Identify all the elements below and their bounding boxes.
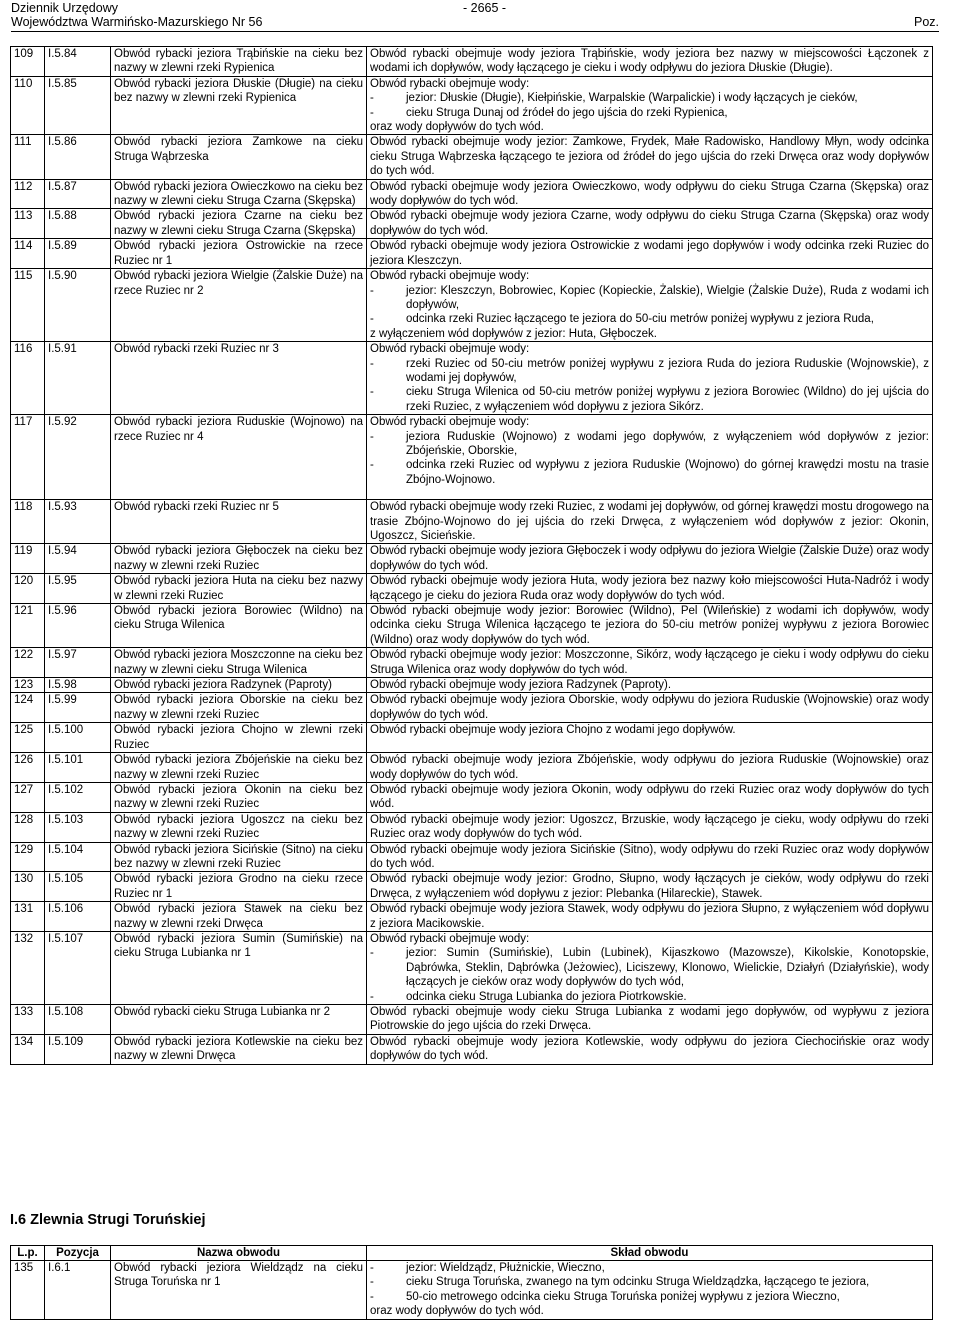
row-number: 120 [11, 574, 45, 604]
district-name: Obwód rybacki jeziora Borowiec (Wildno) na cieku Struga Wilenica [111, 604, 367, 648]
districts-table [10, 46, 933, 1065]
list-dash: - [370, 106, 374, 119]
district-name: Obwód rybacki jeziora Wieldządz na cieku Struga Toruńska nr 1 [111, 1261, 367, 1320]
table-row [11, 931, 933, 1004]
row-number: 119 [11, 544, 45, 574]
table-row [11, 135, 933, 179]
district-name: Obwód rybacki rzeki Ruziec nr 3 [111, 342, 367, 415]
composition-item [370, 946, 929, 989]
district-name: Obwód rybacki jeziora Głęboczek na cieku bez nazwy w zlewni rzeki Ruziec [111, 544, 367, 574]
list-dash: - [370, 284, 374, 297]
composition-item-text: cieku Struga Dunaj od źródeł do jego ujścia do rzeki Rypienica, [406, 106, 728, 119]
district-composition: Obwód rybacki obejmuje wody jeziora Zbójeńskie, wody odpływu do jeziora Ruduskie (Wojnowskie) oraz wody dopływów do tych wód. [367, 753, 933, 783]
list-dash: - [370, 1290, 374, 1303]
composition-item-text: cieku Struga Wilenica od 50-ciu metrów poniżej wypływu z jeziora Borowiec (Wildno) do jej ujścia do rzeki Ruziec, z wyłączeniem wód dopływu z jeziora Sikórz. [406, 386, 929, 413]
composition-item [370, 1275, 929, 1289]
row-number: 131 [11, 902, 45, 932]
composition-item-text: jezior: Dłuskie (Długie), Kiełpińskie, Warpalskie (Warpalickie) i wody łączących je cieków, [406, 92, 858, 105]
row-position: I.5.94 [45, 544, 111, 574]
row-position: I.5.88 [45, 209, 111, 239]
district-name: Obwód rybacki jeziora Sumin (Sumińskie) na cieku Struga Lubianka nr 1 [111, 931, 367, 1004]
row-position: I.5.104 [45, 842, 111, 872]
table-row [11, 1034, 933, 1064]
page-number: - 2665 - [463, 1, 507, 15]
header-rule [11, 31, 939, 32]
composition-item-text: jezior: Kleszczyn, Bobrowiec, Kopiec (Kopieckie, Żalskie), Wielgie (Żalskie Duże), Ruda z wodami ich dopływów, [406, 284, 929, 311]
table-row [11, 574, 933, 604]
row-number: 133 [11, 1005, 45, 1035]
composition-item-text: odcinka cieku Struga Lubianka do jeziora Piotrkowskie. [406, 990, 687, 1003]
row-number: 125 [11, 723, 45, 753]
district-name: Obwód rybacki jeziora Zamkowe na cieku Struga Wąbrzeska [111, 135, 367, 179]
district-name: Obwód rybacki jeziora Okonin na cieku bez nazwy w zlewni rzeki Ruziec [111, 782, 367, 812]
row-position: I.5.84 [45, 47, 111, 77]
row-number: 124 [11, 693, 45, 723]
district-composition [367, 1261, 933, 1320]
composition-item [370, 91, 929, 105]
composition-outro: oraz wody dopływów do tych wód. [370, 121, 544, 134]
district-composition: Obwód rybacki obejmuje wody jezior: Ugoszcz, Brzuskie, wody łączącego je cieku, wody odpływu do rzeki Ruziec oraz wody dopływów do tych wód. [367, 812, 933, 842]
district-composition: Obwód rybacki obejmuje wody jeziora Okonin, wody odpływu do rzeki Ruziec oraz wody dopływów do tych wód. [367, 782, 933, 812]
row-number: 129 [11, 842, 45, 872]
composition-intro: Obwód rybacki obejmuje wody: [370, 270, 530, 283]
table-row [11, 812, 933, 842]
table-row [11, 1261, 933, 1320]
table-row [11, 604, 933, 648]
district-composition: Obwód rybacki obejmuje wody jeziora Stawek, wody odpływu do jeziora Słupno, z wyłączeniem wód dopływu z jeziora Macikowskie. [367, 902, 933, 932]
row-number: 128 [11, 812, 45, 842]
composition-item [370, 385, 929, 414]
composition-item [370, 1290, 929, 1304]
district-composition [367, 269, 933, 342]
district-composition: Obwód rybacki obejmuje wody jeziora Głęboczek i wody odpływu do jeziora Wielgie (Żalskie Duże) oraz wody dopływów do tych wód. [367, 544, 933, 574]
table-row [11, 342, 933, 415]
district-name: Obwód rybacki jeziora Sicińskie (Sitno) na cieku bez nazwy w zlewni rzeki Ruziec [111, 842, 367, 872]
table-row [11, 842, 933, 872]
list-dash: - [370, 430, 374, 443]
row-position: I.5.86 [45, 135, 111, 179]
district-composition: Obwód rybacki obejmuje wody cieku Struga Lubianka z wodami jego dopływów, od wypływu z jeziora Piotrowskie do jego ujścia do rzeki Drwęca. [367, 1005, 933, 1035]
district-composition: Obwód rybacki obejmuje wody jezior: Borowiec (Wildno), Pel (Wileńskie) z wodami ich dopływów, wody odcinka cieku Struga Wilenica łączącego te jeziora do 50-ciu metrów poniżej wypływu z jeziora Borowiec (Wildno) oraz wody dopływów do tych wód. [367, 604, 933, 648]
list-dash: - [370, 1276, 374, 1289]
row-position: I.5.105 [45, 872, 111, 902]
column-header-row [11, 1246, 933, 1261]
district-name: Obwód rybacki jeziora Ruduskie (Wojnowo) na rzece Ruziec nr 4 [111, 415, 367, 500]
row-number: 132 [11, 931, 45, 1004]
row-position: I.5.96 [45, 604, 111, 648]
district-composition [367, 931, 933, 1004]
table-row [11, 544, 933, 574]
journal-title: Dziennik Urzędowy [11, 1, 118, 15]
row-position: I.5.107 [45, 931, 111, 1004]
row-position: I.5.102 [45, 782, 111, 812]
district-composition: Obwód rybacki obejmuje wody jeziora Sicińskie (Sitno), wody odpływu do rzeki Ruziec oraz wody dopływów do tych wód. [367, 842, 933, 872]
district-composition: Obwód rybacki obejmuje wody jeziora Owieczkowo, wody odpływu do cieku Struga Czarna (Skępska) oraz wody dopływów do tych wód. [367, 179, 933, 209]
table-row [11, 1005, 933, 1035]
district-name: Obwód rybacki jeziora Ugoszcz na cieku bez nazwy w zlewni rzeki Ruziec [111, 812, 367, 842]
district-composition: Obwód rybacki obejmuje wody jezior: Grodno, Słupno, wody łączących je cieków, wody odpływu do rzeki Drwęca, z wyłączeniem wód dopływu z jezior: Plebanka (Hilareckie), Stawek. [367, 872, 933, 902]
row-position: I.5.100 [45, 723, 111, 753]
composition-item-text: odcinka rzeki Ruziec łączącego te jeziora do 50-ciu metrów poniżej wypływu z jeziora Ruda, [406, 313, 874, 326]
composition-item [370, 284, 929, 313]
row-position: I.5.92 [45, 415, 111, 500]
section-heading: I.6 Zlewnia Strugi Toruńskiej [10, 1212, 206, 1228]
row-number: 135 [11, 1261, 45, 1320]
district-composition: Obwód rybacki obejmuje wody rzeki Ruziec, z wodami jej dopływów, od górnej krawędzi mostu drogowego na trasie Zbójno-Wojnowo do jej ujścia do rzeki Drwęca, z wyłączeniem wód dopływów z jezior: Okonin, Ugoszcz, Sicieńskie. [367, 500, 933, 544]
composition-item [370, 357, 929, 386]
row-position: I.5.109 [45, 1034, 111, 1064]
district-composition: Obwód rybacki obejmuje wody jeziora Chojno z wodami jego dopływów. [367, 723, 933, 753]
row-position: I.5.89 [45, 239, 111, 269]
row-position: I.5.103 [45, 812, 111, 842]
list-dash: - [370, 1262, 374, 1274]
table-row [11, 678, 933, 693]
table-row [11, 782, 933, 812]
district-name: Obwód rybacki jeziora Zbójeńskie na cieku bez nazwy w zlewni rzeki Ruziec [111, 753, 367, 783]
col-header-composition: Skład obwodu [367, 1246, 933, 1261]
composition-intro: Obwód rybacki obejmuje wody: [370, 343, 530, 356]
table-row [11, 47, 933, 77]
composition-item-text: jezior: Wieldządz, Płużnickie, Wieczno, [406, 1262, 605, 1274]
col-header-lp: L.p. [11, 1246, 45, 1261]
table-row [11, 239, 933, 269]
district-name: Obwód rybacki jeziora Chojno w zlewni rzeki Ruziec [111, 723, 367, 753]
list-dash: - [370, 92, 374, 105]
composition-outro: oraz wody dopływów do tych wód. [370, 1305, 544, 1318]
table-row [11, 723, 933, 753]
composition-intro: Obwód rybacki obejmuje wody: [370, 77, 530, 90]
page-header [11, 0, 939, 32]
composition-item-text: 50-cio metrowego odcinka cieku Struga Toruńska poniżej wypływu z jeziora Wieczno, [406, 1290, 840, 1303]
row-number: 121 [11, 604, 45, 648]
row-number: 130 [11, 872, 45, 902]
district-composition [367, 342, 933, 415]
district-name: Obwód rybacki jeziora Owieczkowo na cieku bez nazwy w zlewni cieku Struga Czarna (Skępska) [111, 179, 367, 209]
district-composition: Obwód rybacki obejmuje wody jeziora Huta, wody jeziora bez nazwy koło miejscowości Huta-Nadróż i wody łączącego je cieku do jeziora Ruda oraz wody dopływów do tych wód. [367, 574, 933, 604]
table-row [11, 902, 933, 932]
district-name: Obwód rybacki cieku Struga Lubianka nr 2 [111, 1005, 367, 1035]
row-number: 113 [11, 209, 45, 239]
composition-item [370, 106, 929, 120]
row-position: I.5.91 [45, 342, 111, 415]
row-position: I.6.1 [45, 1261, 111, 1320]
composition-intro: Obwód rybacki obejmuje wody: [370, 932, 530, 945]
composition-item-text: odcinka rzeki Ruziec od wypływu z jeziora Ruduskie (Wojnowo) do górnej krawędzi mostu na trasie Zbójno-Wojnowo. [406, 459, 929, 486]
district-composition: Obwód rybacki obejmuje wody jeziora Trąbińskie, wody jeziora bez nazwy w miejscowości Łączonek z wodami ich dopływów, wody łączącego je cieku i wody odpływu do jeziora Dłuskie (Długie). [367, 47, 933, 77]
composition-item [370, 458, 929, 487]
row-number: 116 [11, 342, 45, 415]
district-name: Obwód rybacki jeziora Ostrowickie na rzece Ruziec nr 1 [111, 239, 367, 269]
district-name: Obwód rybacki jeziora Moszczonne na cieku bez nazwy w zlewni cieku Struga Wilenica [111, 648, 367, 678]
district-composition: Obwód rybacki obejmuje wody jeziora Ostrowickie z wodami jego dopływów i wody odcinka rzeki Ruziec do jeziora Kleszczyn. [367, 239, 933, 269]
row-number: 109 [11, 47, 45, 77]
composition-intro: Obwód rybacki obejmuje wody: [370, 416, 530, 429]
row-number: 118 [11, 500, 45, 544]
district-name: Obwód rybacki jeziora Dłuskie (Długie) na cieku bez nazwy w zlewni rzeki Rypienica [111, 76, 367, 135]
row-number: 134 [11, 1034, 45, 1064]
col-header-name: Nazwa obwodu [111, 1246, 367, 1261]
district-name: Obwód rybacki jeziora Wielgie (Żalskie Duże) na rzece Ruziec nr 2 [111, 269, 367, 342]
table-row [11, 415, 933, 500]
row-position: I.5.87 [45, 179, 111, 209]
table-row [11, 872, 933, 902]
composition-item [370, 990, 929, 1004]
district-name: Obwód rybacki jeziora Oborskie na cieku bez nazwy w zlewni rzeki Ruziec [111, 693, 367, 723]
district-name: Obwód rybacki jeziora Kotlewskie na cieku bez nazwy w zlewni Drwęca [111, 1034, 367, 1064]
section-table [10, 1245, 933, 1320]
row-number: 126 [11, 753, 45, 783]
row-position: I.5.93 [45, 500, 111, 544]
composition-item-text: rzeki Ruziec od 50-ciu metrów poniżej wypływu z jeziora Ruda do jeziora Ruduskie (Wojnowskie), z wodami jej dopływów, [406, 357, 929, 384]
composition-outro: z wyłączeniem wód dopływów z jezior: Huta, Głęboczek. [370, 327, 657, 340]
row-position: I.5.85 [45, 76, 111, 135]
district-composition [367, 76, 933, 135]
row-position: I.5.98 [45, 678, 111, 693]
list-dash: - [370, 947, 374, 960]
table-row [11, 209, 933, 239]
district-composition: Obwód rybacki obejmuje wody jeziora Kotlewskie, wody odpływu do jeziora Ciechocińskie oraz wody dopływów do tych wód. [367, 1034, 933, 1064]
row-number: 122 [11, 648, 45, 678]
table-row [11, 76, 933, 135]
district-composition [367, 415, 933, 500]
district-name: Obwód rybacki jeziora Czarne na cieku bez nazwy w zlewni cieku Struga Czarna (Skępska) [111, 209, 367, 239]
district-name: Obwód rybacki jeziora Huta na cieku bez nazwy w zlewni rzeki Ruziec [111, 574, 367, 604]
poz-label: Poz. [913, 15, 939, 29]
row-number: 111 [11, 135, 45, 179]
district-composition: Obwód rybacki obejmuje wody jeziora Oborskie, wody odpływu do jeziora Ruduskie (Wojnowskie) oraz wody dopływów do tych wód. [367, 693, 933, 723]
journal-subtitle: Województwa Warmińsko-Mazurskiego Nr 56 [11, 15, 263, 29]
row-position: I.5.108 [45, 1005, 111, 1035]
row-number: 114 [11, 239, 45, 269]
row-position: I.5.101 [45, 753, 111, 783]
composition-item [370, 312, 929, 326]
spacer [370, 487, 929, 499]
district-composition: Obwód rybacki obejmuje wody jezior: Zamkowe, Frydek, Małe Radowisko, Handlowy Młyn, wody odcinka cieku Struga Wąbrzeska łączącego te jeziora od źródeł do jego ujścia do rzeki Drwęca oraz wody dopływów do tych wód. [367, 135, 933, 179]
row-number: 115 [11, 269, 45, 342]
composition-item-text: jeziora Ruduskie (Wojnowo) z wodami jego dopływów, z wyłączeniem wód dopływów z jezior: Zbójeńskie, Oborskie, [406, 430, 929, 457]
table-row [11, 179, 933, 209]
table-row [11, 693, 933, 723]
district-name: Obwód rybacki jeziora Stawek na cieku bez nazwy w zlewni rzeki Drwęca [111, 902, 367, 932]
row-position: I.5.97 [45, 648, 111, 678]
list-dash: - [370, 313, 374, 326]
district-composition: Obwód rybacki obejmuje wody jeziora Radzynek (Paproty). [367, 678, 933, 693]
table-row [11, 753, 933, 783]
composition-item [370, 430, 929, 459]
district-name: Obwód rybacki rzeki Ruziec nr 5 [111, 500, 367, 544]
table-row [11, 269, 933, 342]
list-dash: - [370, 386, 374, 399]
list-dash: - [370, 990, 374, 1003]
district-name: Obwód rybacki jeziora Radzynek (Paproty) [111, 678, 367, 693]
district-composition: Obwód rybacki obejmuje wody jezior: Moszczonne, Sikórz, wody łączącego je cieku i wody odpływu do cieku Struga Wilenica oraz wody dopływów do tych wód. [367, 648, 933, 678]
district-name: Obwód rybacki jeziora Trąbińskie na cieku bez nazwy w zlewni rzeki Rypienica [111, 47, 367, 77]
list-dash: - [370, 459, 374, 472]
district-composition: Obwód rybacki obejmuje wody jeziora Czarne, wody odpływu do cieku Struga Czarna (Skępska) oraz wody dopływów do tych wód. [367, 209, 933, 239]
table-row [11, 500, 933, 544]
district-name: Obwód rybacki jeziora Grodno na cieku rzece Ruziec nr 1 [111, 872, 367, 902]
row-position: I.5.90 [45, 269, 111, 342]
row-number: 112 [11, 179, 45, 209]
row-number: 110 [11, 76, 45, 135]
composition-item-text: cieku Struga Toruńska, zwanego na tym odcinku Struga Wieldządzka, łączącego te jeziora, [406, 1276, 870, 1289]
table-row [11, 648, 933, 678]
row-number: 127 [11, 782, 45, 812]
row-position: I.5.99 [45, 693, 111, 723]
row-position: I.5.106 [45, 902, 111, 932]
row-number: 117 [11, 415, 45, 500]
col-header-pozycja: Pozycja [45, 1246, 111, 1261]
list-dash: - [370, 357, 374, 370]
row-position: I.5.95 [45, 574, 111, 604]
row-number: 123 [11, 678, 45, 693]
composition-item [370, 1261, 929, 1275]
composition-item-text: jezior: Sumin (Sumińskie), Lubin (Lubinek), Kijaszkowo (Mazowsze), Kikolskie, Konotopskie, Dąbrówka, Steklin, Dąbrówka (Jeżowiec), Liciszewy, Klonowo, Wielickie, Działyń (Działyńskie), wody łączących je cieków oraz wody dopływów do tych wód, [406, 947, 929, 989]
